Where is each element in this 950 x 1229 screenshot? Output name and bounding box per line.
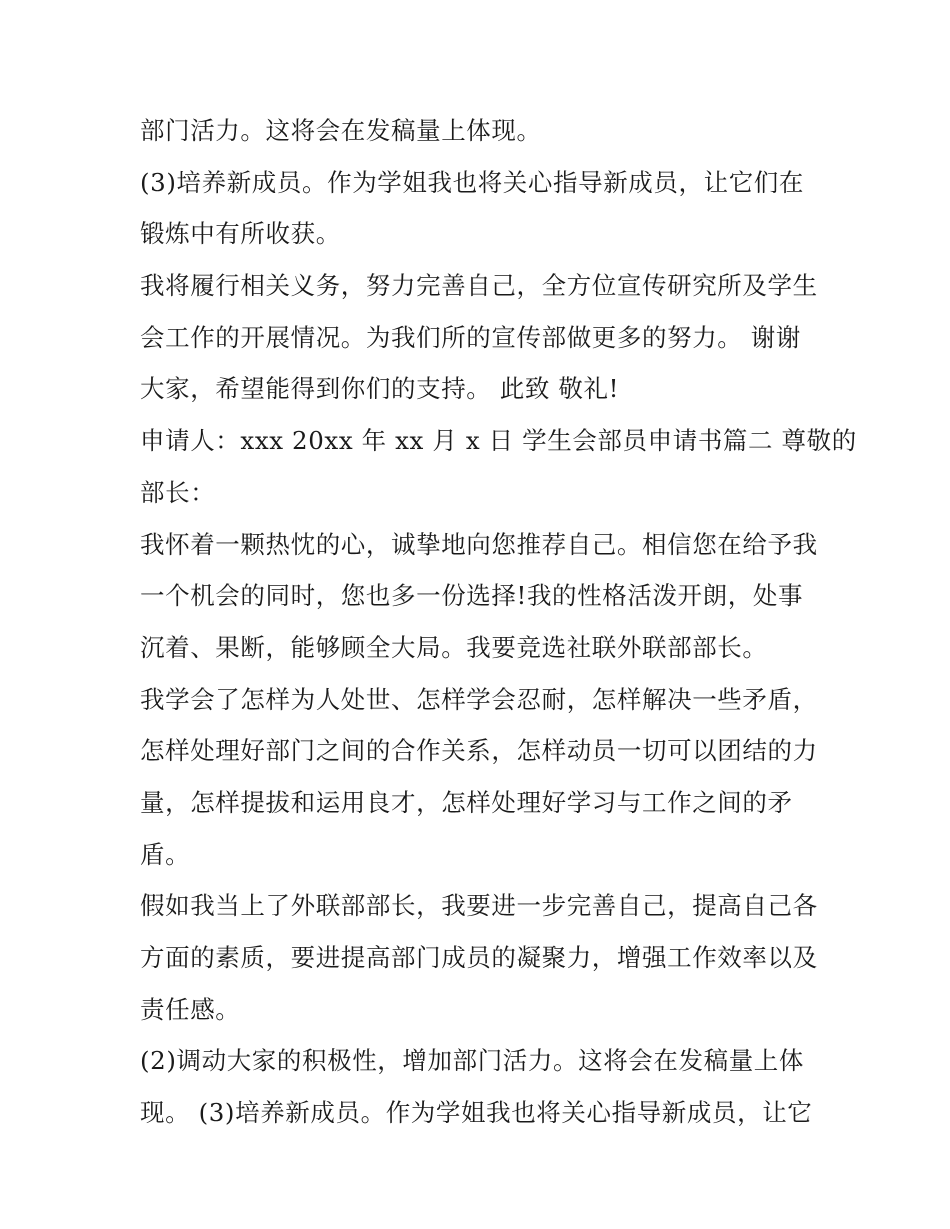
text-line: 方面的素质，要进提高部门成员的凝聚力，增强工作效率以及 (140, 943, 818, 972)
text-line: 大家，希望能得到你们的支持。 此致 敬礼! (140, 374, 620, 404)
text-line: 假如我当上了外联部部长，我要进一步完善自己，提高自己各 (140, 891, 818, 921)
text-line: 我学会了怎样为人处世、怎样学会忍耐，怎样解决一些矛盾， (140, 684, 818, 714)
text-line: 量，怎样提拔和运用良才，怎样处理好学习与工作之间的矛 (140, 787, 793, 817)
text-line: 现。 (3)培养新成员。作为学姐我也将关心指导新成员，让它 (140, 1098, 813, 1128)
text-line: 部门活力。这将会在发稿量上体现。 (140, 116, 542, 145)
text-line: 部长： (140, 477, 216, 507)
text-line: (3)培养新成员。作为学姐我也将关心指导新成员，让它们在 (140, 167, 805, 197)
text-line: 会工作的开展情况。为我们所的宣传部做更多的努力。 谢谢 (140, 322, 801, 352)
document-body (140, 105, 857, 1139)
text-line: (2)调动大家的积极性，增加部门活力。这将会在发稿量上体 (140, 1046, 805, 1076)
text-line: 盾。 (140, 839, 191, 869)
text-line: 我怀着一颗热忱的心，诚挚地向您推荐自己。相信您在给予我 (140, 529, 818, 559)
text-line: 沉着、果断，能够顾全大局。我要竞选社联外联部部长。 (140, 632, 768, 662)
text-line: 我将履行相关义务，努力完善自己，全方位宣传研究所及学生 (140, 271, 818, 301)
text-line: 锻炼中有所收获。 (140, 219, 341, 249)
text-line: 一个机会的同时，您也多一份选择!我的性格活泼开朗，处事 (140, 581, 804, 611)
text-line: 申请人：xxx 20xx 年 xx 月 x 日 学生会部员申请书篇二 尊敬的 (140, 426, 857, 456)
text-line: 责任感。 (140, 994, 241, 1024)
text-line: 怎样处理好部门之间的合作关系，怎样动员一切可以团结的力 (140, 736, 818, 766)
